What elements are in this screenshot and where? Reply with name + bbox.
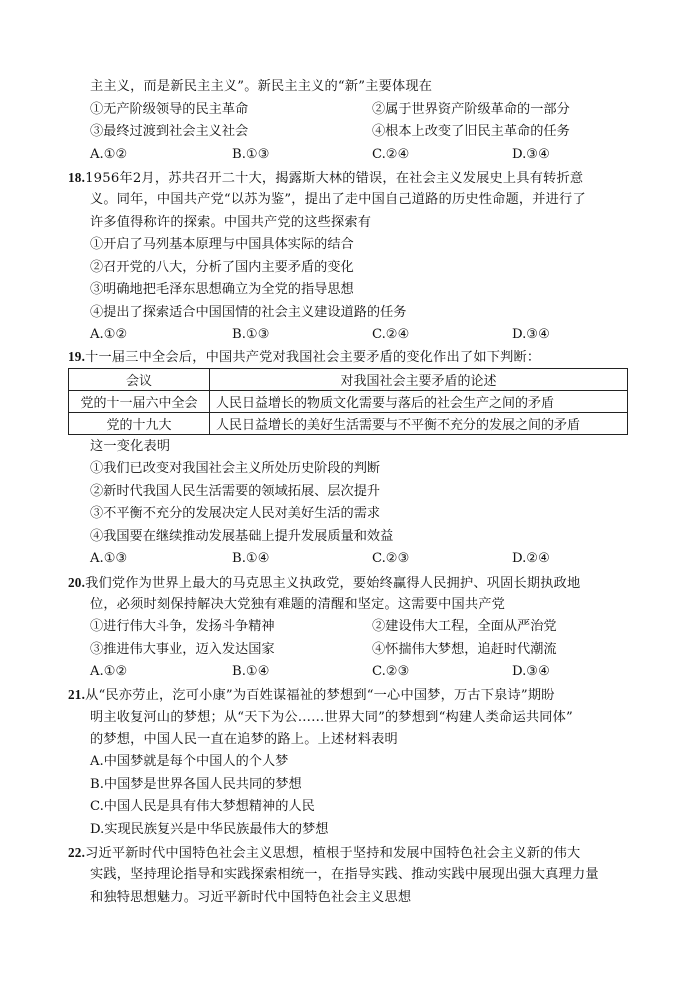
q19-contradiction-table	[68, 368, 628, 435]
q18-option-4: ④提出了探索适合中国国情的社会主义建设道路的任务	[90, 305, 407, 320]
q17-option-1: ①无产阶级领导的民主革命	[90, 102, 249, 117]
table-cell-meeting: 党的十九大	[69, 413, 210, 435]
q21-option-c: C.中国人民是具有伟大梦想精神的人民	[90, 799, 315, 814]
q22-stem-line-2: 实践，坚持理论指导和实践探索相统一，在指导实践、推动实践中展现出强大真理力量	[90, 867, 599, 882]
q22-stem-line-1	[68, 842, 580, 865]
q20-option-3: ③推进伟大事业，迈入发达国家	[90, 642, 275, 657]
q19-answer-d: D.②④	[512, 551, 550, 566]
q19-option-4: ④我国要在继续推动发展基础上提升发展质量和效益	[90, 529, 394, 544]
q17-option-2: ②属于世界资产阶级革命的一部分	[372, 102, 570, 117]
q19-number: 19.	[68, 349, 86, 364]
q20-answer-c: C.②③	[372, 664, 410, 679]
table-header-row	[69, 369, 628, 391]
q21-option-a: A.中国梦就是每个中国人的个人梦	[90, 754, 289, 769]
q18-stem-line-2: 义。同年，中国共产党“以苏为鉴”，提出了走中国自己道路的历史性命题，并进行了	[90, 192, 586, 207]
q20-answer-d: D.③④	[512, 664, 550, 679]
q18-option-2: ②召开党的八大，分析了国内主要矛盾的变化	[90, 260, 354, 275]
q18-answer-a: A.①②	[90, 327, 128, 342]
q22-number: 22.	[68, 845, 86, 860]
q20-option-2: ②建设伟大工程，全面从严治党	[372, 619, 557, 634]
q19-answer-b: B.①④	[232, 551, 270, 566]
q18-option-3: ③明确地把毛泽东思想确立为全党的指导思想	[90, 282, 354, 297]
q22-stem-line-3: 和独特思想魅力。习近平新时代中国特色社会主义思想	[90, 890, 412, 905]
q19-option-3: ③不平衡不充分的发展决定人民对美好生活的需求	[90, 506, 381, 521]
q20-option-4: ④怀揣伟大梦想，追赶时代潮流	[372, 642, 557, 657]
q20-stem-text-1: 我们党作为世界上最大的马克思主义执政党，要始终赢得人民拥护、巩固长期执政地	[85, 576, 581, 591]
q19-stem-line-1	[68, 346, 540, 369]
q19-option-1: ①我们已改变对我国社会主义所处历史阶段的判断	[90, 461, 381, 476]
q18-answer-d: D.③④	[512, 327, 550, 342]
q21-stem-text-1: 从“民亦劳止，汔可小康”为百姓谋福祉的梦想到“一心中国梦，万古下泉诗”期盼	[85, 688, 555, 703]
q20-stem-line-2: 位，必须时刻保持解决大党独有难题的清醒和坚定。这需要中国共产党	[90, 597, 506, 612]
q19-stem-text-1: 十一届三中全会后，中国共产党对我国社会主要矛盾的变化作出了如下判断：	[85, 350, 541, 365]
table-row	[69, 413, 628, 435]
q21-number: 21.	[68, 687, 86, 702]
q21-option-b: B.中国梦是世界各国人民共同的梦想	[90, 777, 302, 792]
table-header-statement: 对我国社会主要矛盾的论述	[210, 369, 628, 391]
table-cell-meeting: 党的十一届六中全会	[69, 391, 210, 413]
q21-stem-line-2: 明主收复河山的梦想；从“天下为公……世界大同”的梦想到“构建人类命运共同体”	[90, 710, 573, 725]
q22-stem-text-1: 习近平新时代中国特色社会主义思想，植根于坚持和发展中国特色社会主义新的伟大	[85, 846, 581, 861]
q18-answer-b: B.①③	[232, 327, 270, 342]
q18-option-1: ①开启了马列基本原理与中国具体实际的结合	[90, 237, 354, 252]
q17-answer-c: C.②④	[372, 147, 410, 162]
q19-answer-c: C.②③	[372, 551, 410, 566]
q21-stem-line-3: 的梦想，中国人民一直在追梦的路上。上述材料表明	[90, 732, 398, 747]
q17-text-line-1: 主主义，而是新民主主义”。新民主主义的“新”主要体现在	[90, 79, 433, 94]
q18-stem-line-3: 许多值得称许的探索。中国共产党的这些探索有	[90, 215, 372, 230]
table-row	[69, 391, 628, 413]
q20-number: 20.	[68, 575, 86, 590]
q17-answer-d: D.③④	[512, 147, 550, 162]
table-cell-statement: 人民日益增长的物质文化需要与落后的社会生产之间的矛盾	[210, 391, 628, 413]
table-cell-statement: 人民日益增长的美好生活需要与不平衡不充分的发展之间的矛盾	[210, 413, 628, 435]
q19-option-2: ②新时代我国人民生活需要的领域拓展、层次提升	[90, 484, 381, 499]
q20-stem-line-1	[68, 572, 580, 595]
q20-option-1: ①进行伟大斗争，发扬斗争精神	[90, 619, 275, 634]
q21-option-d: D.实现民族复兴是中华民族最伟大的梦想	[90, 822, 329, 837]
q19-answer-a: A.①③	[90, 551, 128, 566]
q20-answer-a: A.①②	[90, 664, 128, 679]
q18-stem-text-1: 1956年2月，苏共召开二十大，揭露斯大林的错误，在社会主义发展史上具有转折意	[85, 171, 584, 186]
q19-stem-line-2: 这一变化表明	[90, 439, 171, 454]
q18-number: 18.	[68, 170, 86, 185]
q18-answer-c: C.②④	[372, 327, 410, 342]
q20-answer-b: B.①④	[232, 664, 270, 679]
q17-option-4: ④根本上改变了旧民主革命的任务	[372, 124, 570, 139]
q17-answer-a: A.①②	[90, 147, 128, 162]
q17-option-3: ③最终过渡到社会主义社会	[90, 124, 249, 139]
table-header-meeting: 会议	[69, 369, 210, 391]
q21-stem-line-1	[68, 684, 555, 707]
q18-stem-line-1	[68, 167, 583, 190]
q17-answer-b: B.①③	[232, 147, 270, 162]
